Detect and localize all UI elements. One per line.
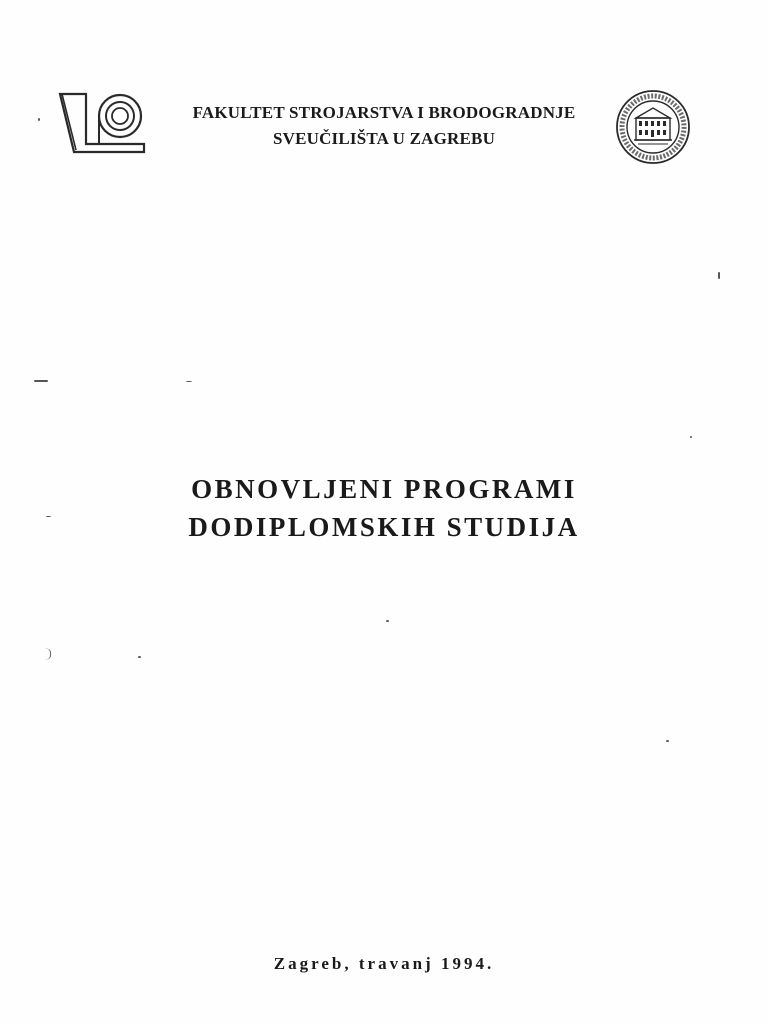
scan-speck [666,740,669,742]
faculty-name-line-1: FAKULTET STROJARSTVA I BRODOGRADNJE [192,103,576,122]
scan-speck [34,380,48,382]
scan-speck [718,272,720,279]
scan-speck [38,118,40,121]
scan-speck [138,656,141,658]
faculty-logo-icon [56,90,148,156]
title-line-2: DODIPLOMSKIH STUDIJA [188,512,580,542]
university-seal-icon [614,88,692,166]
scan-speck [386,620,389,622]
scan-speck [186,381,192,382]
place-and-date: Zagreb, travanj 1994. [273,954,495,973]
scan-speck [46,516,51,517]
faculty-name-line-2: SVEUČILIŠTA U ZAGREBU [272,129,496,148]
faculty-header [150,100,618,152]
scan-speck [690,436,692,438]
title-line-1: OBNOVLJENI PROGRAMI [191,474,577,504]
scan-speck [36,648,51,660]
document-title [84,470,684,546]
